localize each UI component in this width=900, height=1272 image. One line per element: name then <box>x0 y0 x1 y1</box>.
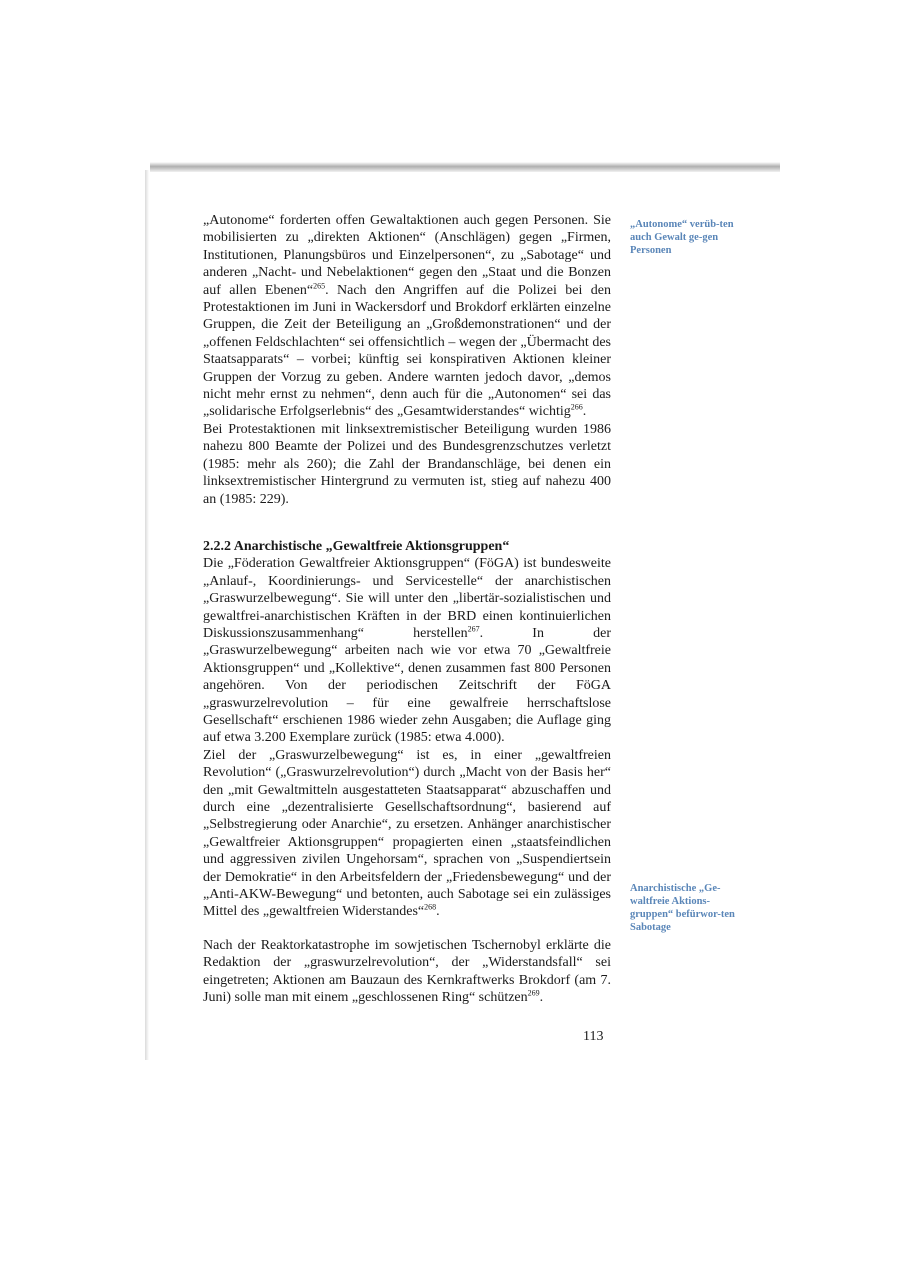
paragraph-tschernobyl-part1: Nach der Reaktorkatastrophe im sowjetischen Tschernobyl erklärte die Redaktion der „graswurzelrevolution“, der „Widerstandsfall“ sei eingetreten; Aktionen am Bauzaun des Kernkraftwerks Brokdorf (am 7. Juni) solle man mit einem „geschlossenen Ring“ schützen <box>203 937 611 1006</box>
footnote-265: 265 <box>313 280 326 290</box>
paragraph-ziel <box>203 747 611 921</box>
paragraph-autonome-end: . <box>582 404 587 420</box>
margin-note-anarchistische: Anarchistische „Ge-waltfreie Aktions-gruppen“ befürwor-ten Sabotage <box>630 883 735 933</box>
paragraph-autonome-part2: . Nach den Angriffen auf die Polizei bei den Protestaktionen im Juni in Wackersdorf und Brokdorf erklärten einzelne Gruppen, die Zeit der Beteiligung an „Großdemonstrationen“ und der „offenen Feldschlachten“ sei offensichtlich – wegen der „Übermacht des Staatsapparats“ – vorbei; künftig sei konspirativen Aktionen kleiner Gruppen der Vorzug zu geben. Andere warnten jedoch davor, „demos nicht mehr ernst zu nehmen“, denn auch für die „Autonomen“ sei das „solidarische Erfolgserlebnis“ des „Gesamtwiderstandes“ wichtig <box>203 282 612 420</box>
section-heading: 2.2.2 Anarchistische „Gewaltfreie Aktionsgruppen“ <box>203 538 510 554</box>
paragraph-autonome <box>203 212 611 421</box>
paragraph-ziel-end: . <box>436 904 440 920</box>
footnote-268: 268 <box>424 902 437 912</box>
paragraph-autonome-part1: „Autonome“ forderten offen Gewaltaktionen auch gegen Personen. Sie mobilisierten zu „direkten Aktionen“ (Anschlägen) gegen „Firmen, Institutionen, Planungsbüros und Einzelpersonen“, zu „Sabotage“ und anderen „Nacht- und Nebelaktionen“ gegen den „Staat und die Bonzen auf allen Ebenen“ <box>203 213 611 298</box>
page-number: 113 <box>583 1029 604 1044</box>
paragraph-protestaktionen: Bei Protestaktionen mit linksextremistischer Beteiligung wurden 1986 nahezu 800 Beamte der Polizei und des Bundesgrenzschutzes verletzt (1985: mehr als 260); die Zahl der Brandanschläge, bei denen ein linksextremistischer Hintergrund zu vermuten ist, stieg auf nahezu 400 an (1985: 229). <box>203 421 611 507</box>
paragraph-foega <box>203 555 611 746</box>
paragraph-ziel-part1: Ziel der „Graswurzelbewegung“ ist es, in einer „gewaltfreien Revolution“ („Graswurzelrevolution“) durch „Macht von der Basis her“ den „mit Gewaltmitteln ausgestatteten Staatsapparat“ abzuschaffen und durch eine „dezentralisierte Gesellschaftsordnung“, basierend auf „Selbstregierung oder Anarchie“, zu ersetzen. Anhänger anarchistischer „Gewaltfreier Aktionsgruppen“ propagierten einen „staatsfeindlichen und aggressiven zivilen Ungehorsam“, sprachen von „Suspendiertsein der Demokratie“ in den Arbeitsfeldern der „Friedensbewegung“ und der „Anti-AKW-Bewegung“ und betonten, auch Sabotage sei ein zulässiges Mittel des „gewaltfreien Widerstandes“ <box>203 747 611 920</box>
scan-edge-top <box>150 162 780 172</box>
scan-edge-left <box>145 170 149 1060</box>
paragraph-tschernobyl-end: . <box>539 990 544 1006</box>
footnote-266: 266 <box>570 402 583 412</box>
paragraph-foega-part1: Die „Föderation Gewaltfreier Aktionsgruppen“ (FöGA) ist bundesweite „Anlauf-, Koordinierungs- und Servicestelle“ der anarchistischen „Graswurzelbewegung“. Sie will unter den „libertär-sozialistischen und gewaltfrei-anarchistischen Kräften in der BRD einen kontinuierlichen Diskussionszusammenhang“ herstellen <box>203 556 611 641</box>
paragraph-tschernobyl <box>203 937 611 1007</box>
footnote-269: 269 <box>527 988 540 998</box>
paragraph-foega-part2: . In der „Graswurzelbewegung“ arbeiten nach wie vor etwa 70 „Gewaltfreie Aktionsgruppen“ und „Kollektive“, denen zusammen fast 800 Personen angehören. Von der periodischen Zeitschrift der FöGA „graswurzelrevolution – für eine gewalfreie herrschaftslose Gesellschaft“ erschienen 1986 wieder zehn Ausgaben; die Auflage ging auf etwa 3.200 Exemplare zurück (1985: etwa 4.000). <box>203 625 611 746</box>
main-text-column <box>203 212 611 1006</box>
margin-note-autonome: „Autonome“ verüb-ten auch Gewalt ge-gen Personen <box>630 219 734 256</box>
footnote-267: 267 <box>467 624 480 634</box>
